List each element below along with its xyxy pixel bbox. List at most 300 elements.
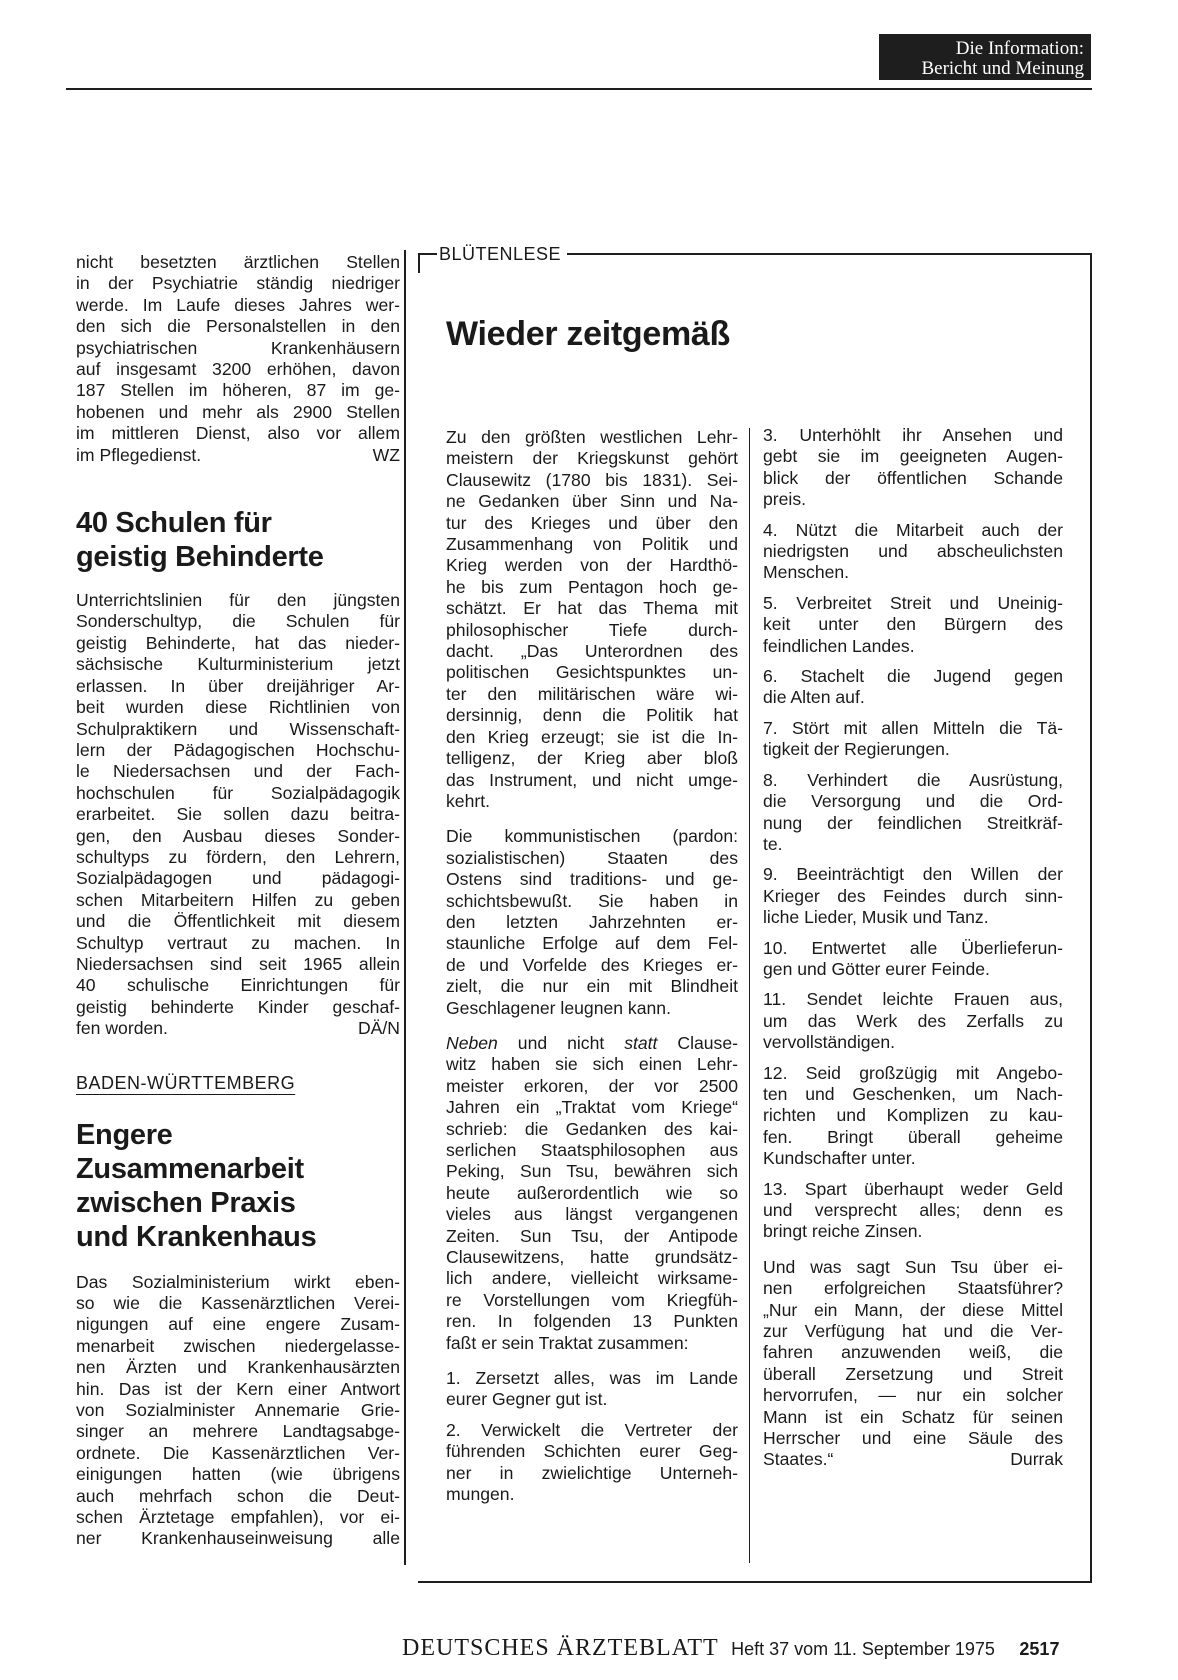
text-line-content: 12. Seid großzügig mit Angebo- <box>763 1062 1063 1083</box>
text-line <box>446 933 738 954</box>
text-line-content: ten und Geschenken, um Nach- <box>763 1083 1063 1104</box>
text-line <box>763 907 1063 928</box>
text-line <box>763 1148 1063 1169</box>
text-line-content: ne Gedanken über Sinn und Na- <box>446 491 738 512</box>
text-line-content: 10. Entwertet alle Überlieferun- <box>763 937 1063 958</box>
text-line <box>446 491 738 512</box>
text-line-content: Krieger des Feindes durch sinn- <box>763 885 1063 906</box>
text-line-content: serlichen Staatsphilosophen aus <box>446 1140 738 1160</box>
text-line-content: feindlichen Landes. <box>763 635 915 656</box>
text-line-content: heute außerordentlich wie so <box>446 1182 738 1203</box>
text-line <box>76 445 400 466</box>
text-line <box>446 1140 738 1161</box>
box-label: BLÜTENLESE <box>437 244 567 265</box>
text-line-content: Clausewitz (1780 bis 1831). Sei- <box>446 469 738 490</box>
numbered-point <box>763 593 1063 657</box>
text-line <box>76 1293 400 1314</box>
text-line <box>446 577 738 598</box>
title-line: geistig Behinderte <box>76 541 324 574</box>
text-line <box>763 1257 1063 1278</box>
text-line-content: 7. Stört mit allen Mitteln die Tä- <box>763 717 1063 738</box>
text-line <box>446 1183 738 1204</box>
text-line <box>446 1268 738 1289</box>
text-line <box>76 954 400 975</box>
text-line-content: Und was sagt Sun Tsu über ei- <box>763 1256 1063 1277</box>
text-line <box>763 1342 1063 1363</box>
text-line-content: im Pflegedienst. <box>76 444 202 465</box>
column-rule <box>404 250 406 1565</box>
text-line <box>76 1528 400 1549</box>
text-line <box>763 1200 1063 1221</box>
text-line <box>76 933 400 954</box>
text-line <box>76 847 400 868</box>
text-line-content: gen und Götter eurer Feinde. <box>763 958 990 979</box>
text-line-content: Schulpraktikern und Wissenschaft- <box>76 718 400 739</box>
text-line <box>76 1357 400 1378</box>
article-psychiatrie-text <box>76 252 400 466</box>
text-line-content: lich andere, vielleicht wirksame- <box>446 1268 738 1289</box>
text-line-content: ner Krankenhauseinweisung alle <box>76 1528 400 1549</box>
text-line-content: sächsische Kulturministerium jetzt <box>76 654 400 675</box>
text-line-content: psychiatrischen Krankenhäusern <box>76 337 400 358</box>
text-line <box>446 1441 738 1462</box>
text-line <box>76 252 400 273</box>
text-line <box>446 791 738 812</box>
text-line-content: Kundschafter unter. <box>763 1148 916 1169</box>
author-signature: WZ <box>372 444 400 465</box>
text-line <box>76 697 400 718</box>
text-line-content: Niedersachsen sind seit 1965 allein <box>76 953 400 974</box>
text-line-content: fahren anzuwenden weiß, die <box>763 1342 1063 1363</box>
text-line-content: meister erkoren, der vor 2500 <box>446 1075 738 1096</box>
text-line <box>76 826 400 847</box>
text-line-content: vervollständigen. <box>763 1032 896 1053</box>
text-line <box>446 534 738 555</box>
text-line <box>763 989 1063 1010</box>
author-signature: Durrak <box>1010 1449 1063 1470</box>
text-line-content: eurer Gegner gut ist. <box>446 1389 608 1410</box>
title-line: zwischen Praxis <box>76 1186 296 1219</box>
text-line-content: fen worden. <box>76 1018 168 1039</box>
text-line <box>446 1054 738 1075</box>
text-line <box>763 770 1063 791</box>
text-line <box>446 555 738 576</box>
text-line-content: he bis zum Pentagon hoch ge- <box>446 576 738 597</box>
text-line <box>763 1364 1063 1385</box>
text-line-content: schrieb: die Gedanken des kai- <box>446 1118 738 1139</box>
text-line-content: um das Werk des Zerfalls zu <box>763 1010 1063 1031</box>
text-line <box>763 813 1063 834</box>
text-line <box>446 1311 738 1332</box>
numbered-point <box>763 989 1063 1053</box>
text-line-content: tigkeit der Regierungen. <box>763 739 950 760</box>
text-line-content: 2. Verwickelt die Vertreter der <box>446 1419 738 1440</box>
text-line-content: „Nur ein Mann, der diese Mittel <box>763 1299 1063 1320</box>
text-line-content: 6. Stachelt die Jugend gegen <box>763 666 1063 687</box>
text-line-content: Clausewitzens, hatte grundsätz- <box>446 1247 738 1268</box>
text-line <box>446 1161 738 1182</box>
text-line <box>76 1507 400 1528</box>
text-line-content: 13. Spart überhaupt weder Geld <box>763 1178 1063 1199</box>
text-line <box>763 489 1063 510</box>
text-line <box>763 1179 1063 1200</box>
text-line <box>763 1011 1063 1032</box>
section-label-line2: Bericht und Meinung <box>921 58 1084 79</box>
text-line-content: Ostens sind traditions- und ge- <box>446 869 738 890</box>
text-line <box>76 804 400 825</box>
text-line-content: kehrt. <box>446 790 491 811</box>
text-line <box>446 848 738 869</box>
text-line <box>763 1428 1063 1449</box>
text-line <box>446 513 738 534</box>
text-line <box>763 687 1063 708</box>
text-line-content: und versprecht alles; denn es <box>763 1200 1063 1220</box>
text-line-content: richten und Komplizen zu kau- <box>763 1105 1063 1126</box>
text-line <box>76 380 400 401</box>
text-line <box>76 359 400 380</box>
text-line <box>76 1443 400 1464</box>
text-line-content: ren. In folgenden 13 Punkten <box>446 1311 738 1332</box>
box-right-column <box>763 425 1063 1471</box>
text-line <box>446 976 738 997</box>
text-line-content: Zeiten. Sun Tsu, der Antipode <box>446 1225 738 1246</box>
numbered-point <box>763 718 1063 761</box>
text-line <box>76 402 400 423</box>
numbered-point <box>763 864 1063 928</box>
text-line <box>763 1105 1063 1126</box>
text-line-content: schultyps zu fördern, den Lehrern, <box>76 846 400 867</box>
text-line-content: Menschen. <box>763 562 850 583</box>
footer <box>402 1635 1082 1665</box>
text-line <box>76 590 400 611</box>
text-line-content: Das Sozialministerium wirkt eben- <box>76 1271 400 1292</box>
text-line <box>76 868 400 889</box>
numbered-point <box>763 1063 1063 1170</box>
text-fragment: und nicht <box>497 1032 625 1053</box>
text-line-content: Unterrichtslinien für den jüngsten <box>76 590 400 611</box>
text-line-content: im mittleren Dienst, also vor allem <box>76 423 400 444</box>
text-line-content: die Alten auf. <box>763 687 865 708</box>
text-line-content: Jahren ein „Traktat vom Kriege“ <box>446 1097 738 1118</box>
text-line-content: so wie die Kassenärztlichen Verei- <box>76 1293 400 1313</box>
text-line-content: nicht besetzten ärztlichen Stellen <box>76 252 400 272</box>
title-line: 40 Schulen für <box>76 507 272 540</box>
text-line <box>763 541 1063 562</box>
text-line <box>446 684 738 705</box>
text-line <box>446 1333 738 1354</box>
text-line <box>763 446 1063 467</box>
footer-issue: Heft 37 vom 11. September 1975 <box>731 1639 995 1659</box>
article-zusammenarbeit-title <box>76 1118 400 1254</box>
italic-word: statt <box>624 1032 658 1053</box>
text-line <box>76 338 400 359</box>
text-line-content: in der Psychiatrie ständig niedriger <box>76 273 400 294</box>
text-line-content: Krieg werden von der Hardthö- <box>446 555 738 576</box>
text-line <box>446 448 738 469</box>
title-line: und Krankenhaus <box>76 1220 317 1253</box>
text-line <box>76 1018 400 1039</box>
text-line-content: de und Vorfelde des Krieges er- <box>446 954 738 975</box>
text-line-content: beit wurden diese Richtlinien von <box>76 697 400 718</box>
text-line <box>763 468 1063 489</box>
numbered-point <box>763 425 1063 511</box>
text-line-content: sozialistischen) Staaten des <box>446 847 738 868</box>
text-line-content: 8. Verhindert die Ausrüstung, <box>763 769 1063 790</box>
text-line-content: re Vorstellungen vom Kriegfüh- <box>446 1289 738 1310</box>
text-line <box>763 1407 1063 1428</box>
text-line-content: 4. Nützt die Mitarbeit auch der <box>763 519 1063 540</box>
text-line <box>446 1226 738 1247</box>
text-line-content: lern der Pädagogischen Hochschu- <box>76 739 400 760</box>
text-line-content: vieles aus längst vergangenen <box>446 1204 738 1225</box>
title-line: Zusammenarbeit <box>76 1152 304 1185</box>
text-line <box>763 1127 1063 1148</box>
text-line <box>446 826 738 847</box>
text-line-content: fen. Bringt überall geheime <box>763 1126 1063 1147</box>
box-left-edge <box>418 253 420 273</box>
text-line <box>76 783 400 804</box>
text-line <box>763 1032 1063 1053</box>
text-line-content: 40 schulische Einrichtungen für <box>76 975 400 996</box>
text-line <box>76 1464 400 1485</box>
numbered-point <box>763 770 1063 856</box>
text-line-content: gen, den Ausbau dieses Sonder- <box>76 825 400 846</box>
text-line-content: schen Ärztetage empfahlen), vor ei- <box>76 1507 400 1528</box>
text-line <box>446 891 738 912</box>
box-closing <box>763 1257 1063 1471</box>
text-line-content: Sonderschultyp, die Schulen für <box>76 611 400 632</box>
text-line-content: niedrigsten und abscheulichsten <box>763 541 1063 562</box>
text-line <box>763 593 1063 614</box>
text-line <box>76 273 400 294</box>
text-line-content: 1. Zersetzt alles, was im Lande <box>446 1368 738 1389</box>
numbered-point <box>763 1179 1063 1243</box>
text-line-content: erarbeitet. Sie sollen dazu beitra- <box>76 804 400 825</box>
title-line: Engere <box>76 1118 173 1151</box>
box-points-right <box>763 425 1063 1243</box>
text-line <box>763 864 1063 885</box>
text-line <box>76 1336 400 1357</box>
text-line <box>446 470 738 491</box>
text-line <box>76 761 400 782</box>
numbered-point <box>446 1368 738 1411</box>
text-line <box>763 1385 1063 1406</box>
text-line-content: tur des Krieges und über den <box>446 512 738 533</box>
text-line-content: Sozialpädagogen und pädagogi- <box>76 868 400 889</box>
box-points-left <box>446 1368 738 1505</box>
footer-masthead: DEUTSCHES ÄRZTEBLATT <box>402 1635 719 1661</box>
text-line-content: liche Lieder, Musik und Tanz. <box>763 907 989 928</box>
text-line-content: Schultyp vertraut zu machen. In <box>76 932 400 953</box>
numbered-point <box>763 666 1063 709</box>
box-left-column <box>446 427 738 1506</box>
text-line-content: ner in zwielichtige Unterneh- <box>446 1462 738 1483</box>
text-line <box>763 938 1063 959</box>
author-signature: DÄ/N <box>357 1018 400 1039</box>
text-line-content: Zu den größten westlichen Lehr- <box>446 427 738 447</box>
text-line-content: 187 Stellen im höheren, 87 im ge- <box>76 380 400 401</box>
text-line <box>763 636 1063 657</box>
text-line-content: 3. Unterhöhlt ihr Ansehen und <box>763 425 1063 445</box>
footer-page-number: 2517 <box>1019 1639 1060 1659</box>
text-line-content: Staates.“ <box>763 1449 834 1470</box>
text-line <box>76 676 400 697</box>
text-line <box>446 1463 738 1484</box>
numbered-point <box>446 1420 738 1506</box>
text-line-content: Peking, Sun Tsu, bewähren sich <box>446 1161 738 1182</box>
text-line <box>446 1290 738 1311</box>
text-line-content: auch mehrfach schon die Deut- <box>76 1485 400 1506</box>
text-line <box>446 1076 738 1097</box>
text-line <box>76 1486 400 1507</box>
text-line <box>446 598 738 619</box>
box-title: Wieder zeitgemäß <box>446 315 730 353</box>
text-line <box>76 1314 400 1335</box>
text-line <box>763 425 1063 446</box>
text-line <box>446 1033 738 1054</box>
box-column-rule <box>749 428 750 1563</box>
text-line <box>763 1321 1063 1342</box>
header-rule <box>66 88 1092 90</box>
text-line-content: auf insgesamt 3200 erhöhen, davon <box>76 359 400 380</box>
text-line-content: Herrscher und eine Säule des <box>763 1428 1063 1449</box>
box-paragraph-2 <box>446 826 738 1019</box>
text-line <box>446 869 738 890</box>
text-line <box>446 1484 738 1505</box>
text-line <box>76 997 400 1018</box>
article-kicker: BADEN-WÜRTTEMBERG <box>76 1072 296 1093</box>
text-line <box>446 748 738 769</box>
text-line-content: philosophischer Tiefe durch- <box>446 619 738 640</box>
text-line <box>763 1278 1063 1299</box>
section-label-line1: Die Information: <box>955 38 1084 59</box>
article-zusammenarbeit-text <box>76 1272 400 1550</box>
text-line-content: Zusammenhang von Politik und <box>446 534 738 555</box>
text-line-content: zur Verfügung hat und die Ver- <box>763 1321 1063 1342</box>
text-line-content: schätzt. Er hat das Thema mit <box>446 598 738 619</box>
article-schulen-title <box>76 506 400 574</box>
text-line <box>763 1063 1063 1084</box>
text-line-content: Die kommunistischen (pardon: <box>446 826 738 847</box>
text-line-content: den letzten Jahrzehnten er- <box>446 911 738 932</box>
text-line <box>763 791 1063 812</box>
text-line <box>76 423 400 444</box>
text-line <box>446 641 738 662</box>
text-line <box>76 654 400 675</box>
text-line <box>76 295 400 316</box>
text-line-content: den sich die Personalstellen in den <box>76 316 400 337</box>
text-line-content: von Sozialminister Annemarie Grie- <box>76 1400 400 1421</box>
article-schulen-text <box>76 590 400 1040</box>
text-line <box>446 727 738 748</box>
left-column <box>76 252 400 1550</box>
text-line <box>763 834 1063 855</box>
text-line-content: bringt reiche Zinsen. <box>763 1221 923 1242</box>
text-line <box>763 959 1063 980</box>
text-line-content: blick der öffentlichen Schande <box>763 467 1063 488</box>
text-line <box>446 662 738 683</box>
text-line-content: mungen. <box>446 1484 515 1505</box>
text-line <box>763 886 1063 907</box>
box-paragraph-1 <box>446 427 738 812</box>
text-line <box>446 1389 738 1410</box>
text-line-content: hin. Das ist der Kern einer Antwort <box>76 1378 400 1399</box>
text-line-content: schen Mitarbeitern Hilfen zu geben <box>76 889 400 910</box>
text-line-content: nigungen auf eine engere Zusam- <box>76 1314 400 1335</box>
text-line-content: nung der feindlichen Streitkräf- <box>763 812 1063 833</box>
text-line-content: Geschlagener leugnen kann. <box>446 997 671 1018</box>
text-line <box>763 666 1063 687</box>
text-line-content: nen Ärzten und Krankenhausärzten <box>76 1357 400 1378</box>
text-line-content: 9. Beeinträchtigt den Willen der <box>763 864 1063 885</box>
text-line <box>446 620 738 641</box>
text-line <box>763 718 1063 739</box>
text-line-content: dersinnig, denn die Politik hat <box>446 705 738 726</box>
text-line-content: hochschulen für Sozialpädagogik <box>76 782 400 803</box>
text-line-content: werde. Im Laufe dieses Jahres wer- <box>76 294 400 315</box>
text-line-content: witz haben sie sich einen Lehr- <box>446 1054 738 1075</box>
text-line-content: hervorrufen, — nur ein solcher <box>763 1385 1063 1406</box>
text-line <box>446 705 738 726</box>
text-line-content: te. <box>763 833 783 854</box>
text-line <box>763 614 1063 635</box>
text-line <box>446 1119 738 1140</box>
text-fragment: Clause- <box>657 1032 738 1053</box>
text-line <box>76 740 400 761</box>
text-line-content: singer an mehrere Landtagsabge- <box>76 1421 400 1442</box>
text-line-content: überall Zersetzung und Streit <box>763 1363 1063 1384</box>
numbered-point <box>763 938 1063 981</box>
text-line <box>446 770 738 791</box>
text-line-content: geistig Behinderte, hat das nieder- <box>76 632 400 653</box>
text-line-content: schichtsbewußt. Sie haben in <box>446 890 738 911</box>
text-line <box>76 1400 400 1421</box>
text-line <box>76 611 400 632</box>
box-corner <box>418 253 432 255</box>
text-line-content: den Krieg erzeugt; sie ist die In- <box>446 726 738 747</box>
text-line <box>76 890 400 911</box>
box-paragraph-3 <box>446 1033 738 1354</box>
numbered-point <box>763 520 1063 584</box>
text-line-content: meistern der Kriegskunst gehört <box>446 448 738 469</box>
text-line <box>446 998 738 1019</box>
text-line-content: 5. Verbreitet Streit und Uneinig- <box>763 592 1063 613</box>
text-line-content: le Niedersachsen und der Fach- <box>76 761 400 782</box>
text-line <box>76 975 400 996</box>
text-line-content: staunliche Erfolge auf dem Fel- <box>446 933 738 954</box>
text-line-content: dacht. „Das Unterordnen des <box>446 641 738 662</box>
text-line <box>446 1204 738 1225</box>
text-line-content: faßt er sein Traktat zusammen: <box>446 1332 689 1353</box>
text-line-content: die Versorgung und die Ord- <box>763 791 1063 812</box>
text-line <box>763 520 1063 541</box>
text-line <box>76 911 400 932</box>
text-line-content: das Instrument, und nicht umge- <box>446 769 738 790</box>
text-line-content: keit unter den Bürgern des <box>763 614 1063 635</box>
text-line-content: politischen Gesichtspunktes un- <box>446 662 738 683</box>
text-line <box>76 1421 400 1442</box>
text-line <box>763 1084 1063 1105</box>
text-line-content: gebt sie im geeigneten Augen- <box>763 446 1063 467</box>
text-line <box>763 562 1063 583</box>
text-line-content: Mann ist ein Schatz für seinen <box>763 1406 1063 1427</box>
text-line-content: geistig behinderte Kinder geschaf- <box>76 996 400 1017</box>
text-line-content: ter den militärischen wäre wi- <box>446 683 738 704</box>
text-line <box>76 1379 400 1400</box>
text-line <box>763 739 1063 760</box>
text-line <box>446 1247 738 1268</box>
text-line <box>76 1272 400 1293</box>
